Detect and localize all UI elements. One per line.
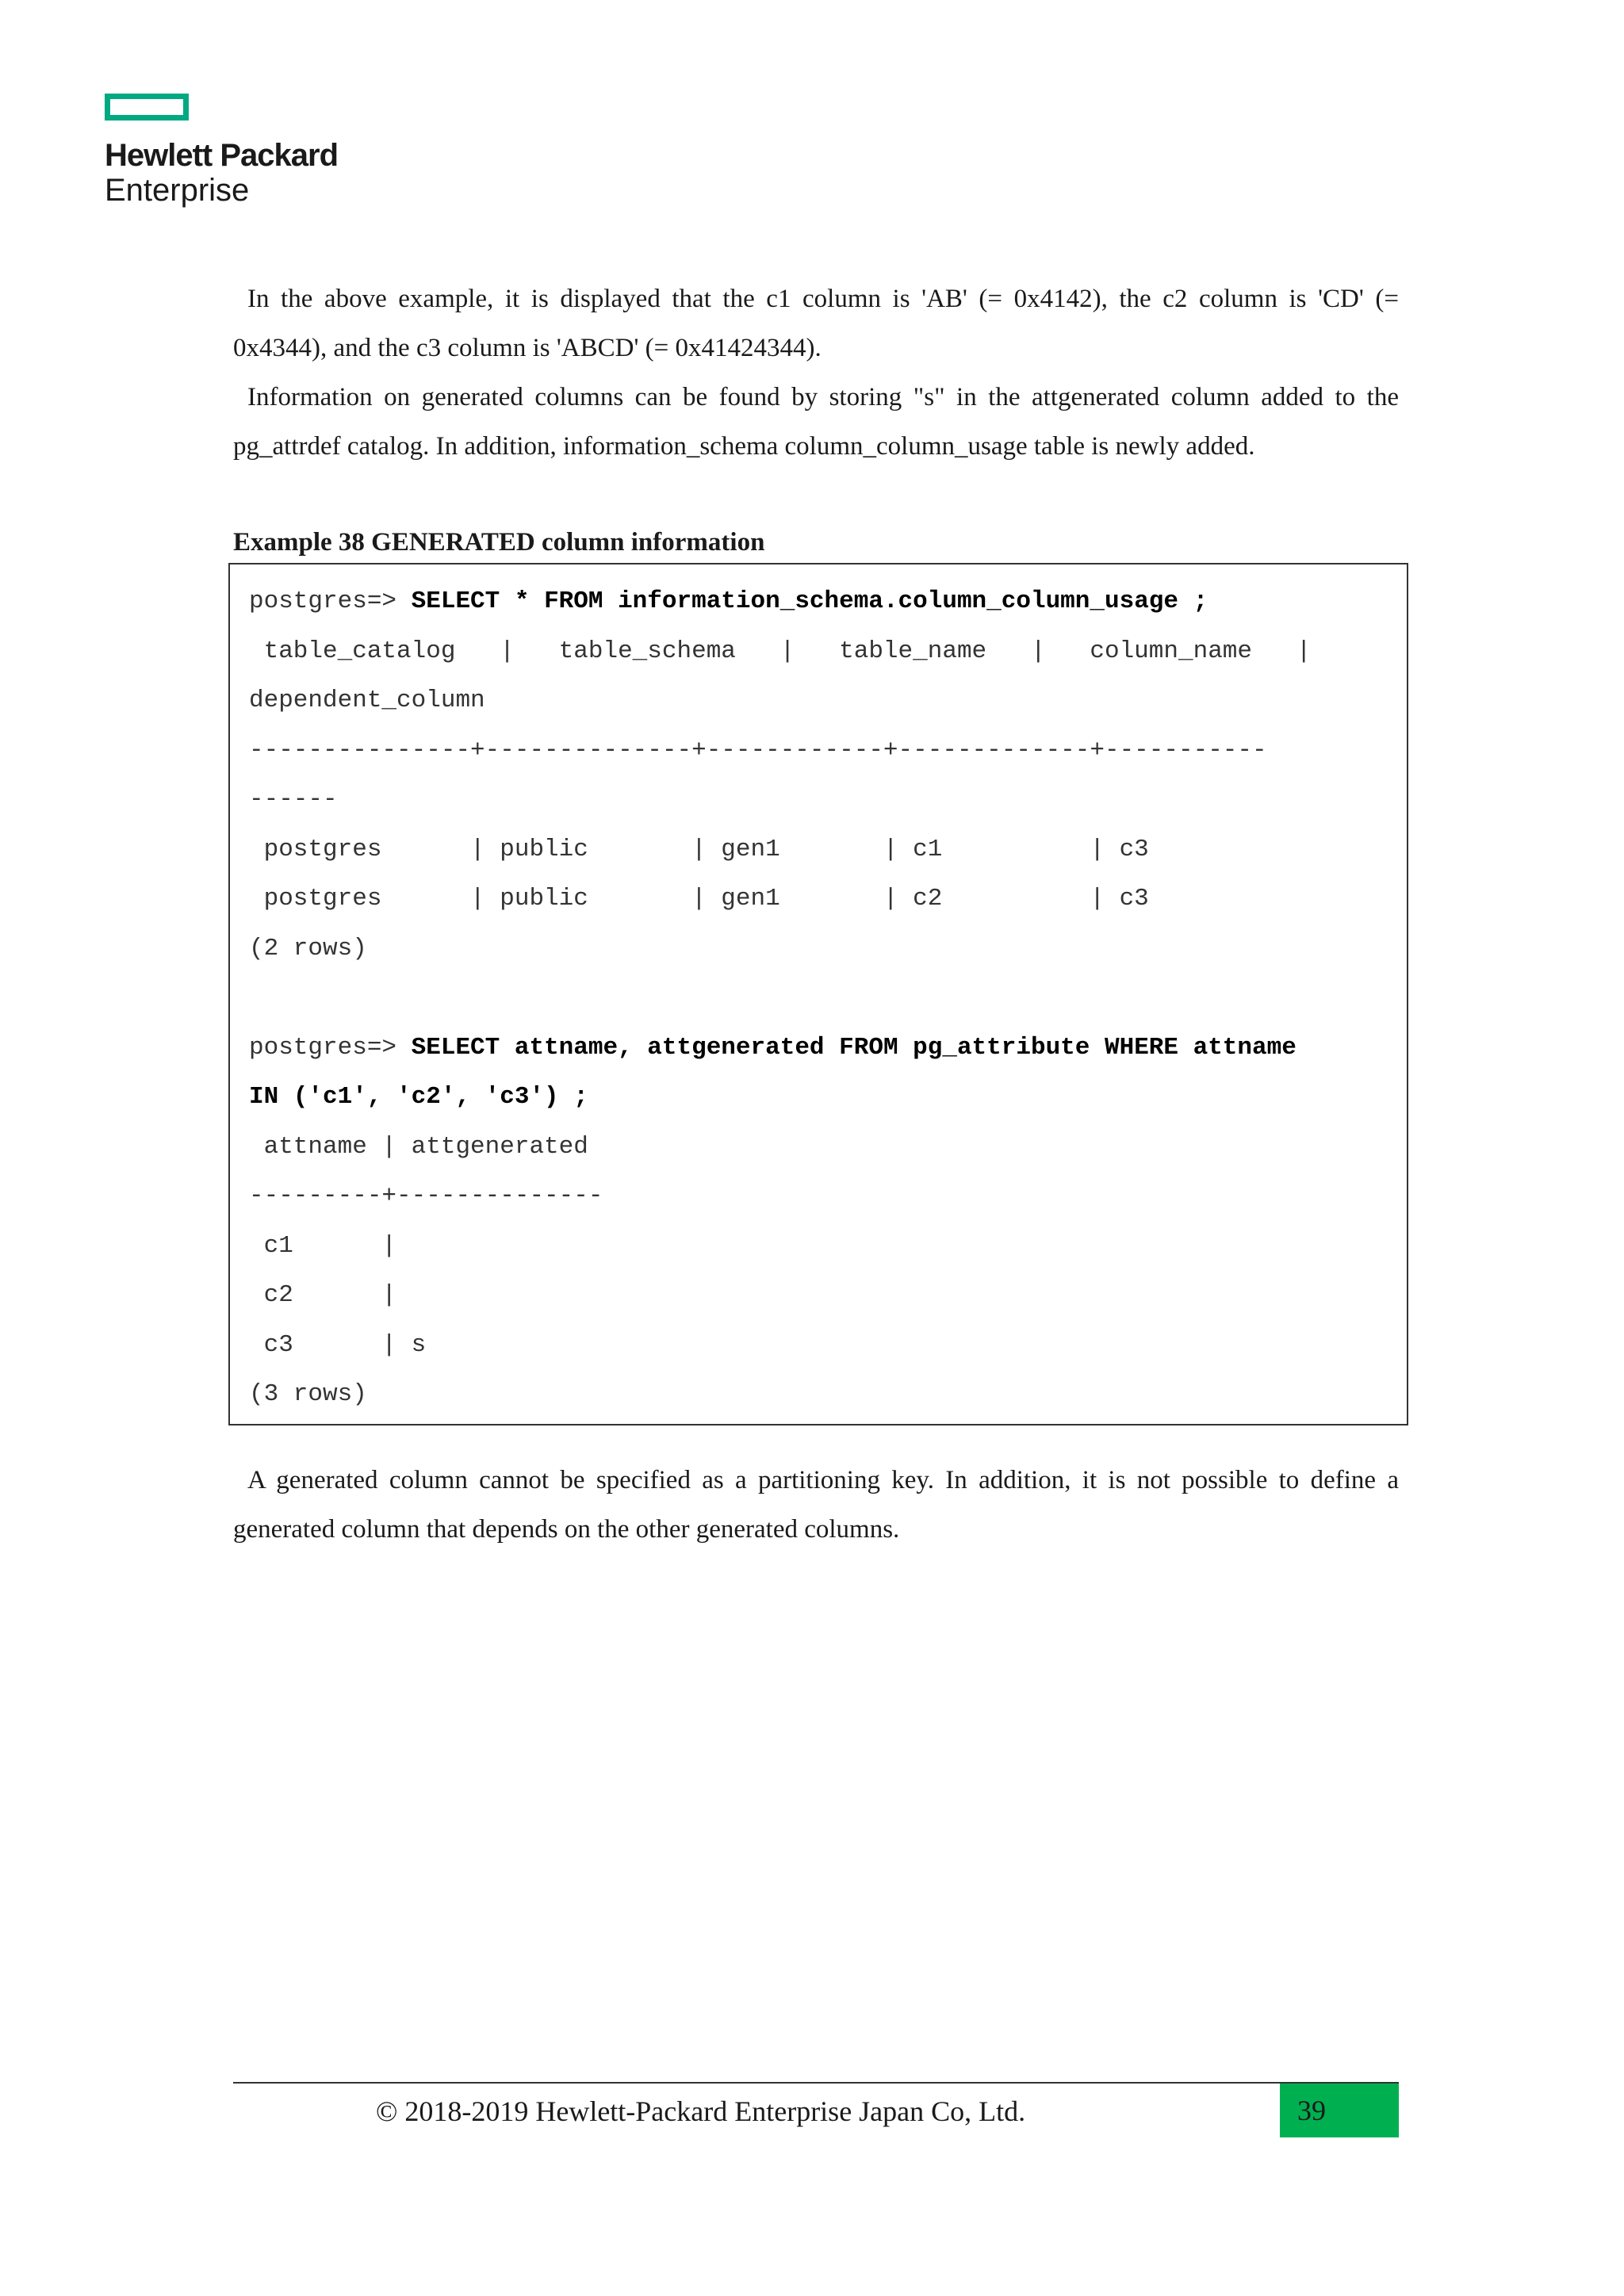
code-plain-text: (3 rows) <box>249 1380 367 1408</box>
code-plain-text: postgres | public | gen1 | c1 | c3 <box>249 835 1149 863</box>
outro-section <box>233 1456 1399 1554</box>
code-plain-text: c3 | s <box>249 1330 427 1359</box>
code-plain-text: ------ <box>249 786 338 813</box>
intro-paragraph-2: Information on generated columns can be found by storing "s" in the attgenerated column added to the pg_attrdef catalog. In addition, information_schema column_column_usage table is newly added. <box>233 383 1399 461</box>
footer-copyright: © 2018-2019 Hewlett-Packard Enterprise Japan Co, Ltd. <box>376 2095 1026 2127</box>
code-line <box>249 676 1392 726</box>
code-plain-text: c1 | <box>249 1231 397 1260</box>
code-example-box <box>228 563 1408 1425</box>
code-line <box>249 1172 1392 1222</box>
example-caption: Example 38 GENERATED column information <box>233 528 765 557</box>
code-line <box>249 775 1392 825</box>
logo-rectangle-icon <box>105 94 189 121</box>
code-line <box>249 924 1392 974</box>
code-line <box>249 726 1392 776</box>
code-line <box>249 1123 1392 1173</box>
code-plain-text: c2 | <box>249 1281 397 1309</box>
code-plain-text: postgres=> <box>249 1033 412 1062</box>
code-plain-text: dependent_column <box>249 687 485 714</box>
code-line <box>249 577 1392 627</box>
page-number-badge: 39 <box>1280 2084 1399 2137</box>
code-plain-text: postgres=> <box>249 587 412 615</box>
code-plain-text: postgres | public | gen1 | c2 | c3 <box>249 885 1149 913</box>
hpe-logo <box>105 94 338 208</box>
code-line <box>249 1222 1392 1272</box>
code-plain-text: ---------------+--------------+------------+-------------+----------- <box>249 736 1267 764</box>
code-line <box>249 1321 1392 1371</box>
code-plain-text: table_catalog | table_schema | table_name | column_name | <box>249 637 1312 665</box>
code-line <box>249 874 1392 924</box>
logo-text-line1: Hewlett Packard <box>105 138 339 173</box>
code-plain-text: attname | attgenerated <box>249 1132 588 1161</box>
code-line <box>249 1073 1392 1123</box>
code-line <box>249 825 1392 875</box>
intro-section <box>233 274 1399 471</box>
code-bold-text: SELECT * FROM information_schema.column_column_usage ; <box>411 587 1208 615</box>
code-line <box>249 627 1392 677</box>
logo-text-line2: Enterprise <box>105 173 250 208</box>
code-plain-text: ---------+-------------- <box>249 1182 603 1210</box>
code-line <box>249 1271 1392 1321</box>
code-line <box>249 1024 1392 1073</box>
code-plain-text: (2 rows) <box>249 934 367 962</box>
code-line <box>249 974 1392 1024</box>
code-bold-text: IN ('c1', 'c2', 'c3') ; <box>249 1083 588 1111</box>
intro-paragraph-1: In the above example, it is displayed that the c1 column is 'AB' (= 0x4142), the c2 column is 'CD' (= 0x4344), and the c3 column is 'ABCD' (= 0x41424344). <box>233 285 1399 362</box>
code-line <box>249 1370 1392 1420</box>
footer-divider <box>233 2082 1399 2084</box>
outro-paragraph-1: A generated column cannot be specified as a partitioning key. In addition, it is not possible to define a generated column that depends on the other generated columns. <box>233 1466 1399 1544</box>
code-bold-text: SELECT attname, attgenerated FROM pg_attribute WHERE attname <box>411 1033 1297 1062</box>
